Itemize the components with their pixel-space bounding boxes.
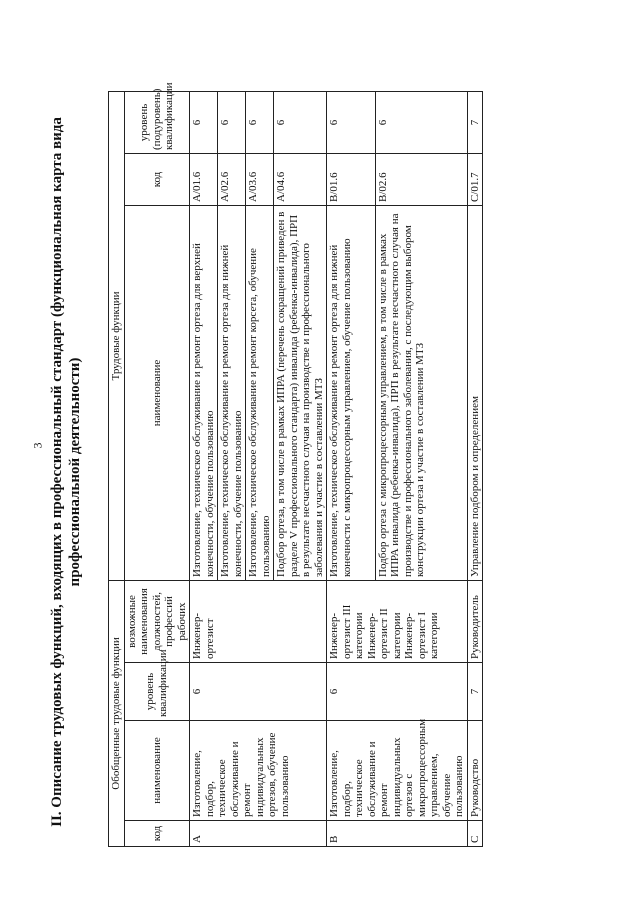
function-code: A/03.6: [246, 153, 274, 205]
function-name: Подбор ортеза с микропроцессорным управлением, в том числе в рамках ИПРА инвалида (ребенка-инвалида), ПРП в результате несчастного случая на производстве и профессионального заболевания, с последующим выбором конструкции ортеза и участие в составлении МТЗ: [375, 205, 467, 580]
group-code: C: [467, 821, 483, 847]
header-name: наименование: [124, 721, 190, 821]
function-level: 6: [327, 91, 376, 153]
header-level: уровень квалификации: [124, 663, 190, 721]
title-line-2: профессиональной деятельности): [67, 357, 83, 587]
labor-functions-header: Трудовые функции: [109, 91, 125, 580]
function-code: A/01.6: [190, 153, 218, 205]
function-level: 6: [190, 91, 218, 153]
header-code: код: [124, 821, 190, 847]
function-code: B/01.6: [327, 153, 376, 205]
function-map-table: [108, 82, 483, 847]
group-level: 7: [467, 663, 483, 721]
function-level: 6: [218, 91, 246, 153]
function-level: 6: [274, 91, 327, 153]
group-positions: Инженер-ортезист: [190, 580, 327, 662]
rotated-page: [48, 82, 638, 862]
table-row: [467, 91, 483, 846]
function-level: 6: [246, 91, 274, 153]
function-level: 7: [467, 91, 483, 153]
group-positions: Руководитель: [467, 580, 483, 662]
function-code: A/04.6: [274, 153, 327, 205]
group-code: B: [327, 821, 468, 847]
function-name: Подбор ортеза, в том числе в рамках ИПРА (перечень сокращений приведен в разделе V профессионального стандарта) инвалида (ребенка-инвалида), ПРП в результате несчастного случая на производстве и профессионального заболевания и участие в составлении МТЗ: [274, 205, 327, 580]
group-name: Руководство: [467, 721, 483, 821]
header-tf-code: код: [124, 153, 190, 205]
group-level: 6: [327, 663, 468, 721]
group-level: 6: [190, 663, 327, 721]
group-code: A: [190, 821, 327, 847]
table-row: [190, 91, 218, 846]
function-name: Изготовление, техническое обслуживание и ремонт корсета, обучение пользованию: [246, 205, 274, 580]
header-tf-name: наименование: [124, 205, 190, 580]
function-level: 6: [375, 91, 467, 153]
function-code: A/02.6: [218, 153, 246, 205]
group-positions: Инженер-ортезист III категории Инженер-ортезист II категории Инженер-ортезист I категории: [327, 580, 468, 662]
function-code: B/02.6: [375, 153, 467, 205]
generalized-functions-header: Обобщенные трудовые функции: [109, 580, 125, 846]
group-name: Изготовление, подбор, техническое обслуживание и ремонт индивидуальных ортезов, обучение пользованию: [190, 721, 327, 821]
header-positions: возможные наименования должностей, профессий рабочих: [124, 580, 190, 662]
function-name: Изготовление, техническое обслуживание и ремонт ортеза для нижней конечности, обучение пользованию: [218, 205, 246, 580]
function-name: Управление подбором и определением: [467, 205, 483, 580]
page-number: 3: [30, 442, 45, 449]
function-name: Изготовление, техническое обслуживание и ремонт ортеза для нижней конечности с микропроцессорным управлением, обучение пользованию: [327, 205, 376, 580]
function-name: Изготовление, техническое обслуживание и ремонт ортеза для верхней конечности, обучение пользованию: [190, 205, 218, 580]
function-code: C/01.7: [467, 153, 483, 205]
header-tf-level: уровень (подуровень) квалификации: [124, 91, 190, 153]
group-name: Изготовление, подбор, техническое обслуживание и ремонт индивидуальных ортезов с микропроцессорным управлением, обучение пользованию: [327, 721, 468, 821]
section-title: [48, 82, 84, 862]
title-line-1: II. Описание трудовых функций, входящих в профессиональный стандарт (функциональная карта вида: [49, 117, 65, 827]
table-row: [327, 91, 376, 846]
